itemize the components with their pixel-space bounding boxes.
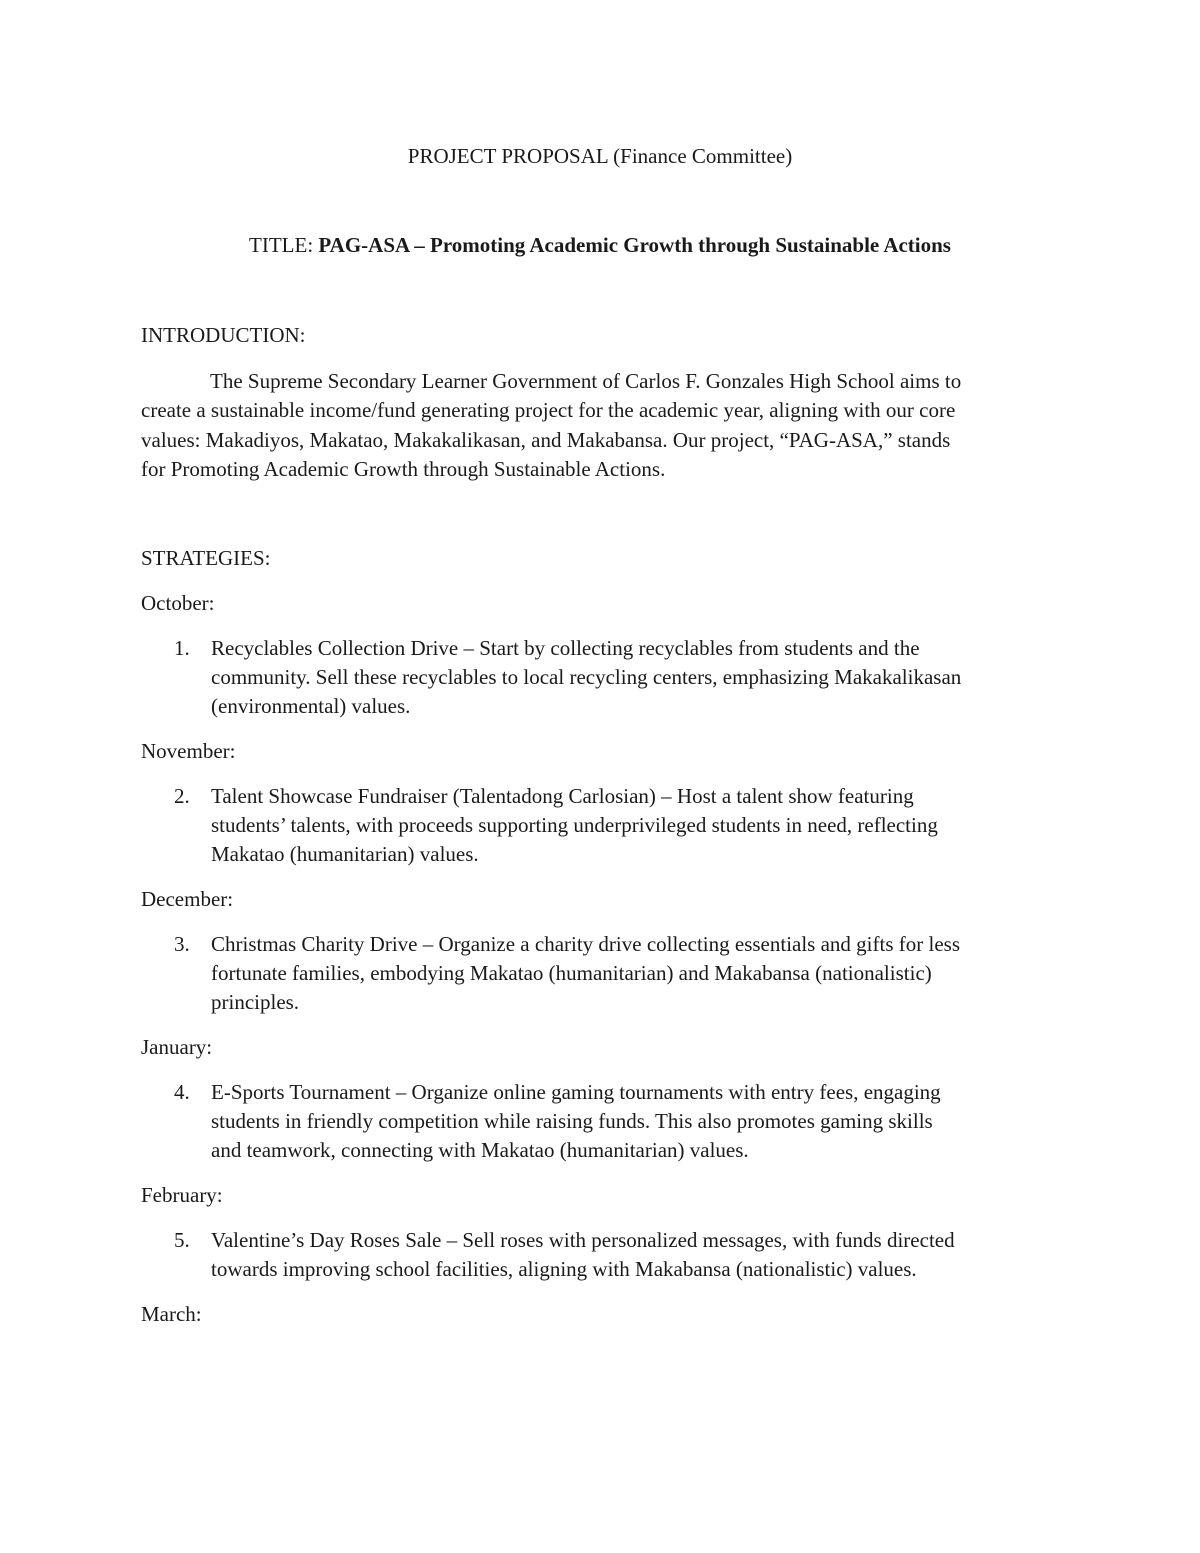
- list-item-line: E-Sports Tournament – Organize online gaming tournaments with entry fees, engaging: [211, 1080, 941, 1104]
- title-prefix: TITLE:: [249, 233, 319, 257]
- introduction-heading: INTRODUCTION:: [141, 323, 306, 347]
- list-item-line: Recyclables Collection Drive – Start by collecting recyclables from students and the: [211, 636, 920, 660]
- list-number: 1.: [174, 636, 190, 660]
- introduction-line: The Supreme Secondary Learner Government of Carlos F. Gonzales High School aims to: [210, 369, 962, 393]
- introduction-line: create a sustainable income/fund generating project for the academic year, aligning with our core: [141, 398, 956, 422]
- list-number: 3.: [174, 932, 190, 956]
- strategies-heading: STRATEGIES:: [141, 546, 271, 570]
- list-item-line: community. Sell these recyclables to local recycling centers, emphasizing Makakalikasan: [211, 665, 962, 689]
- list-item-line: (environmental) values.: [211, 694, 411, 718]
- list-item-line: Christmas Charity Drive – Organize a charity drive collecting essentials and gifts for less: [211, 932, 960, 956]
- month-label: December:: [141, 887, 234, 911]
- list-item-line: Talent Showcase Fundraiser (Talentadong Carlosian) – Host a talent show featuring: [211, 784, 914, 808]
- month-label: February:: [141, 1183, 223, 1207]
- list-item-line: students in friendly competition while raising funds. This also promotes gaming skills: [211, 1109, 933, 1133]
- introduction-line: for Promoting Academic Growth through Sustainable Actions.: [141, 457, 666, 481]
- list-item-line: Makatao (humanitarian) values.: [211, 842, 479, 866]
- list-item-line: students’ talents, with proceeds supporting underprivileged students in need, reflecting: [211, 813, 938, 837]
- proposal-label: PROJECT PROPOSAL (Finance Committee): [407, 144, 793, 168]
- list-item-line: towards improving school facilities, aligning with Makabansa (nationalistic) values.: [211, 1257, 917, 1281]
- list-number: 4.: [174, 1080, 190, 1104]
- list-item-line: Valentine’s Day Roses Sale – Sell roses with personalized messages, with funds directed: [211, 1228, 955, 1252]
- introduction-line: values: Makadiyos, Makatao, Makakalikasan, and Makabansa. Our project, “PAG-ASA,” stands: [141, 428, 951, 452]
- month-label: November:: [141, 739, 236, 763]
- month-label: October:: [141, 591, 215, 615]
- list-number: 5.: [174, 1228, 190, 1252]
- list-item-line: fortunate families, embodying Makatao (humanitarian) and Makabansa (nationalistic): [211, 961, 932, 985]
- month-label: January:: [141, 1035, 213, 1059]
- list-item-line: and teamwork, connecting with Makatao (humanitarian) values.: [211, 1138, 749, 1162]
- list-item-line: principles.: [211, 990, 300, 1014]
- month-label: March:: [141, 1302, 202, 1326]
- list-number: 2.: [174, 784, 190, 808]
- title-main: PAG-ASA – Promoting Academic Growth through Sustainable Actions: [318, 233, 951, 257]
- document-title: [0, 231, 1200, 261]
